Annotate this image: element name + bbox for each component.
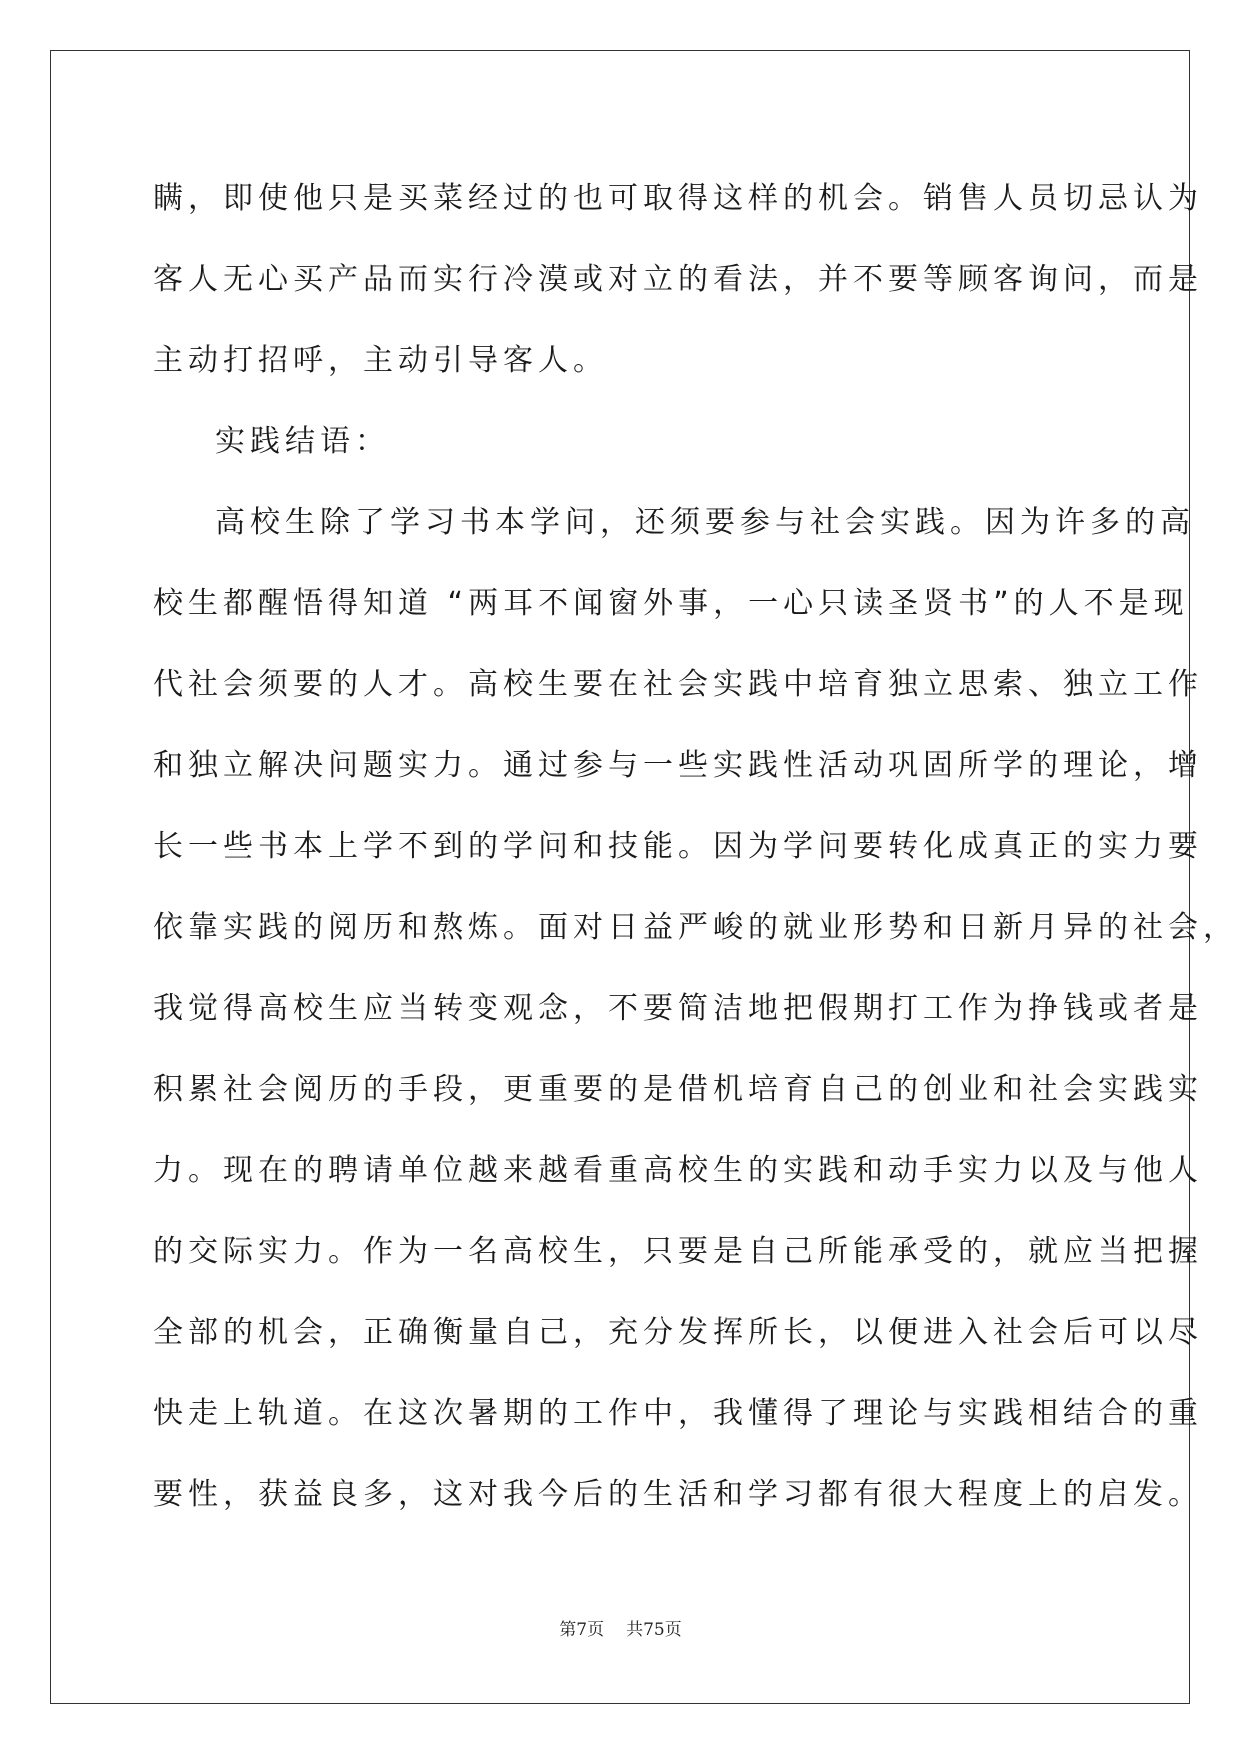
text-line: 依靠实践的阅历和熬炼。面对日益严峻的就业形势和日新月异的社会， <box>153 910 1238 945</box>
text-line: 要性，获益良多，这对我今后的生活和学习都有很大程度上的启发。 <box>153 1477 1203 1512</box>
text-line: 校生都醒悟得知道 “两耳不闻窗外事，一心只读圣贤书”的人不是现 <box>153 586 1189 621</box>
text-line: 客人无心买产品而实行冷漠或对立的看法，并不要等顾客询问，而是 <box>153 262 1203 297</box>
text-line: 瞒，即使他只是买菜经过的也可取得这样的机会。销售人员切忌认为 <box>153 181 1203 216</box>
text-line: 长一些书本上学不到的学问和技能。因为学问要转化成真正的实力要 <box>153 829 1203 864</box>
text-line: 积累社会阅历的手段，更重要的是借机培育自己的创业和社会实践实 <box>153 1072 1203 1107</box>
text-line: 实践结语： <box>215 424 390 459</box>
text-line: 的交际实力。作为一名高校生，只要是自己所能承受的，就应当把握 <box>153 1234 1203 1269</box>
page-total: 共75页 <box>626 1620 682 1640</box>
page-number: 第7页 <box>559 1620 605 1640</box>
text-line: 力。现在的聘请单位越来越看重高校生的实践和动手实力以及与他人 <box>153 1153 1203 1188</box>
page-footer <box>0 1619 1241 1641</box>
text-line: 和独立解决问题实力。通过参与一些实践性活动巩固所学的理论，增 <box>153 748 1203 783</box>
text-line: 主动打招呼，主动引导客人。 <box>153 343 608 378</box>
text-line: 代社会须要的人才。高校生要在社会实践中培育独立思索、独立工作 <box>153 667 1203 702</box>
document-body <box>153 158 1238 1535</box>
text-line: 我觉得高校生应当转变观念，不要简洁地把假期打工作为挣钱或者是 <box>153 991 1203 1026</box>
text-line: 全部的机会，正确衡量自己，充分发挥所长，以便进入社会后可以尽 <box>153 1315 1203 1350</box>
text-line: 高校生除了学习书本学问，还须要参与社会实践。因为许多的高 <box>215 505 1195 540</box>
text-line: 快走上轨道。在这次暑期的工作中，我懂得了理论与实践相结合的重 <box>153 1396 1203 1431</box>
